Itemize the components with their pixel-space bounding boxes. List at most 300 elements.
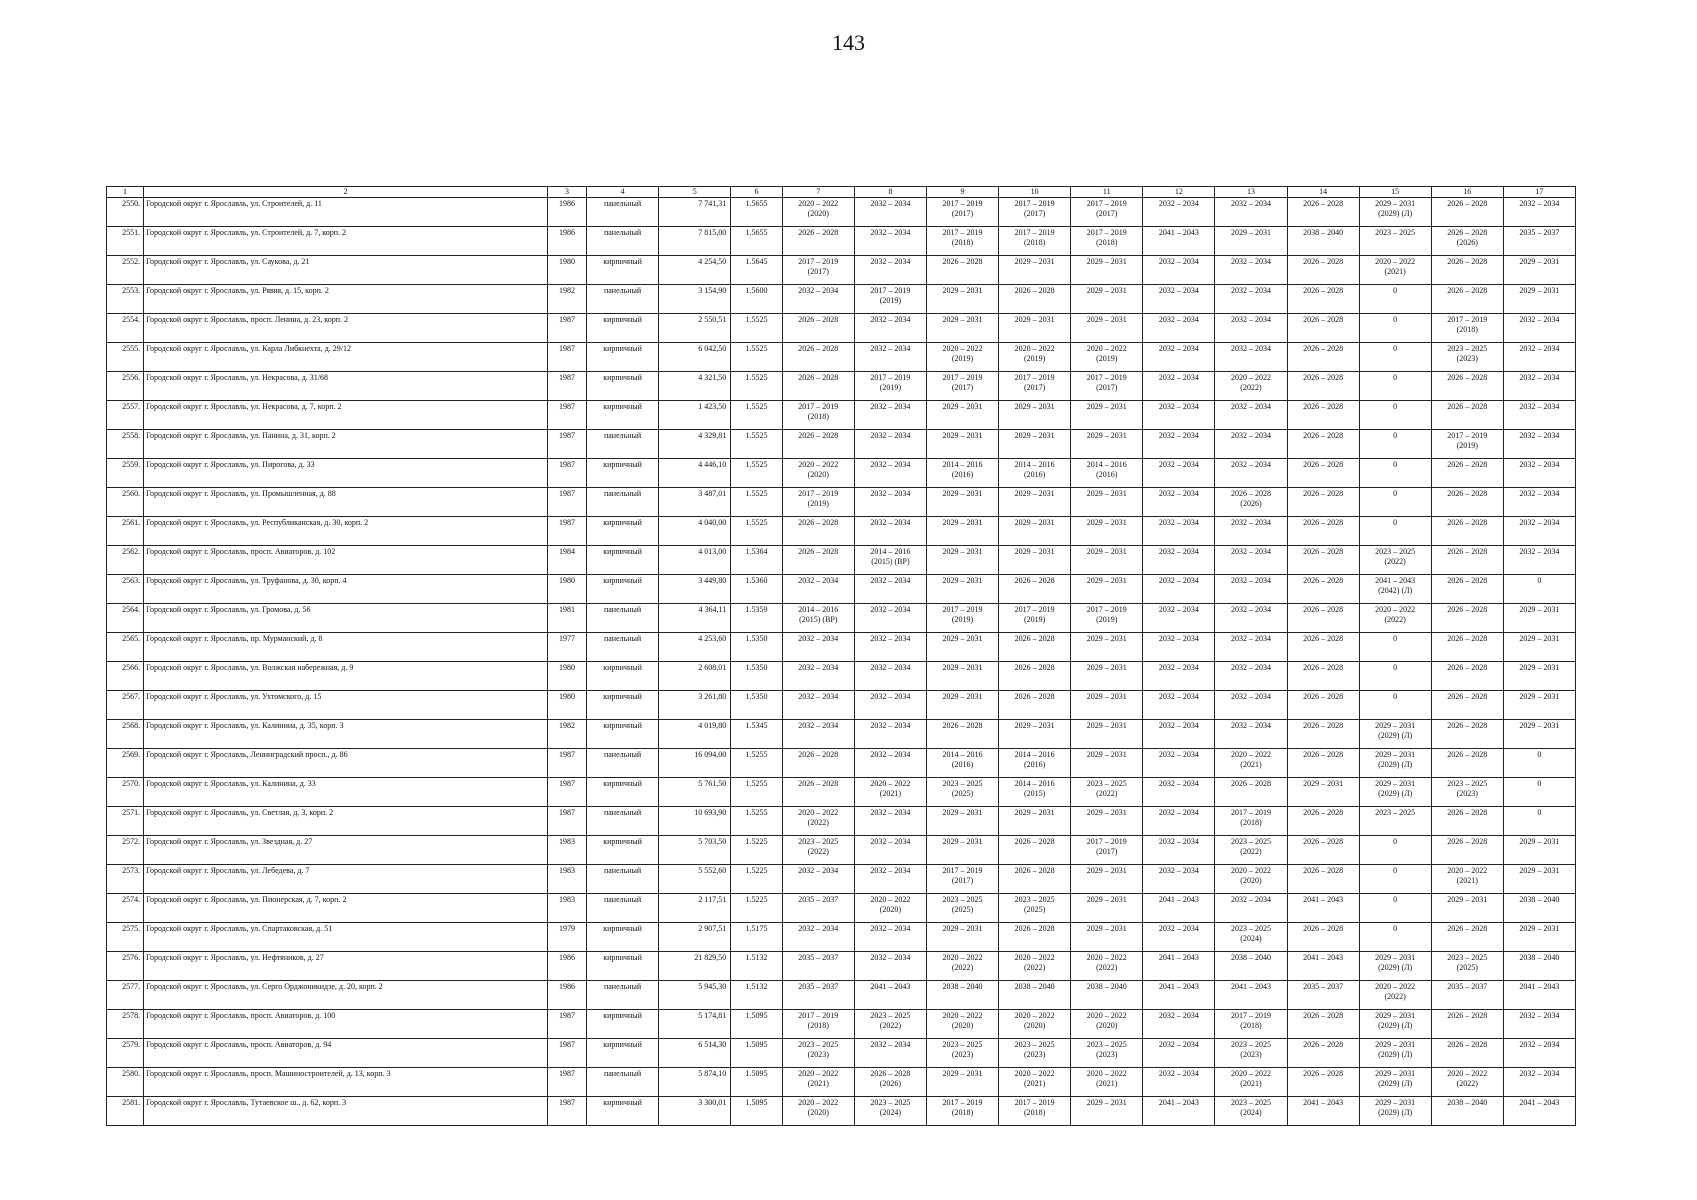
table-cell: 2029 – 2031 (1071, 720, 1143, 749)
table-cell: 2041 – 2043 (2042) (Л) (1359, 575, 1431, 604)
table-cell: 2026 – 2028 (1287, 285, 1359, 314)
table-cell: 2577. (107, 981, 144, 1010)
table-cell: 1.5095 (731, 1039, 783, 1068)
table-cell: 2026 – 2028 (1431, 372, 1503, 401)
table-cell: 2026 – 2028 (999, 662, 1071, 691)
table-cell: 2023 – 2025 (1359, 227, 1431, 256)
table-cell: Городской округ г. Ярославль, ул. Промышленная, д. 88 (144, 488, 548, 517)
table-cell: Городской округ г. Ярославль, ул. Ухтомского, д. 15 (144, 691, 548, 720)
table-cell: 0 (1359, 372, 1431, 401)
table-cell: 5 174,81 (659, 1010, 731, 1039)
table-cell: 2023 – 2025 (2024) (1215, 923, 1287, 952)
table-cell: 2017 – 2019 (2018) (1071, 227, 1143, 256)
page-number: 143 (832, 30, 865, 55)
table-cell: 0 (1359, 633, 1431, 662)
table-cell: 2026 – 2028 (1287, 633, 1359, 662)
column-number: 12 (1143, 187, 1215, 198)
table-cell: 2026 – 2028 (1431, 517, 1503, 546)
table-cell: 2032 – 2034 (1143, 401, 1215, 430)
table-cell: 21 829,50 (659, 952, 731, 981)
table-cell: 2029 – 2031 (2029) (Л) (1359, 720, 1431, 749)
table-cell: 2017 – 2019 (2018) (1431, 314, 1503, 343)
table-cell: 2026 – 2028 (1287, 314, 1359, 343)
table-cell: 2017 – 2019 (2019) (1431, 430, 1503, 459)
table-cell: 2029 – 2031 (2029) (Л) (1359, 1097, 1431, 1126)
table-cell: 2032 – 2034 (1215, 401, 1287, 430)
table-cell: 2029 – 2031 (1071, 517, 1143, 546)
table-cell: 2029 – 2031 (1503, 836, 1575, 865)
table-cell: 2566. (107, 662, 144, 691)
table-cell: 1982 (547, 720, 586, 749)
column-number: 7 (782, 187, 854, 198)
table-cell: 4 040,00 (659, 517, 731, 546)
table-cell: 2026 – 2028 (1287, 575, 1359, 604)
table-cell: 2029 – 2031 (1071, 662, 1143, 691)
table-cell: 2017 – 2019 (2017) (1071, 372, 1143, 401)
table-cell: 2032 – 2034 (1143, 836, 1215, 865)
table-cell: 2026 – 2028 (1287, 1010, 1359, 1039)
table-cell: 2020 – 2022 (2022) (1431, 1068, 1503, 1097)
table-cell: 1982 (547, 285, 586, 314)
table-cell: 2029 – 2031 (926, 517, 998, 546)
table-cell: 2029 – 2031 (2029) (Л) (1359, 778, 1431, 807)
table-row (107, 343, 1576, 372)
table-cell: 2 907,51 (659, 923, 731, 952)
table-cell: 2020 – 2022 (2019) (926, 343, 998, 372)
table-cell: 2026 – 2028 (1287, 343, 1359, 372)
table-cell: 2026 – 2028 (2026) (1215, 488, 1287, 517)
table-cell: 2029 – 2031 (1503, 633, 1575, 662)
table-cell: 2032 – 2034 (1503, 1039, 1575, 1068)
table-cell: 2017 – 2019 (2018) (999, 1097, 1071, 1126)
table-cell: 2026 – 2028 (1287, 198, 1359, 227)
table-cell: 2029 – 2031 (1503, 720, 1575, 749)
table-cell: 2032 – 2034 (854, 691, 926, 720)
table-cell: 4 446,10 (659, 459, 731, 488)
table-cell: 2032 – 2034 (1215, 517, 1287, 546)
table-cell: 2032 – 2034 (1215, 256, 1287, 285)
table-cell: Городской округ г. Ярославль, Тутаевское ш., д. 62, корп. 3 (144, 1097, 548, 1126)
table-cell: 1.5364 (731, 546, 783, 575)
table-cell: 2035 – 2037 (1287, 981, 1359, 1010)
table-cell: 1986 (547, 227, 586, 256)
table-cell: 2029 – 2031 (999, 720, 1071, 749)
table-cell: 2020 – 2022 (2021) (1215, 1068, 1287, 1097)
table-cell: 0 (1503, 749, 1575, 778)
table-cell: 1987 (547, 343, 586, 372)
table-cell: 2029 – 2031 (1215, 227, 1287, 256)
table-cell: 2026 – 2028 (999, 691, 1071, 720)
table-cell: 1979 (547, 923, 586, 952)
table-cell: 2026 – 2028 (1287, 662, 1359, 691)
table-cell: 2573. (107, 865, 144, 894)
table-cell: 2032 – 2034 (854, 401, 926, 430)
table-cell: 2032 – 2034 (854, 1039, 926, 1068)
table-cell: 2020 – 2022 (2022) (1215, 372, 1287, 401)
table-cell: 2029 – 2031 (2029) (Л) (1359, 1068, 1431, 1097)
table-cell: 2020 – 2022 (2021) (1431, 865, 1503, 894)
table-cell: 1.5255 (731, 749, 783, 778)
table-cell: 2032 – 2034 (854, 430, 926, 459)
table-cell: 2580. (107, 1068, 144, 1097)
table-cell: 2032 – 2034 (1143, 662, 1215, 691)
table-cell: 0 (1359, 517, 1431, 546)
table-cell: 2032 – 2034 (1215, 575, 1287, 604)
table-cell: 2029 – 2031 (999, 256, 1071, 285)
table-cell: кирпичный (587, 459, 659, 488)
table-cell: 2035 – 2037 (1503, 227, 1575, 256)
table-cell: 2551. (107, 227, 144, 256)
table-cell: Городской округ г. Ярославль, ул. Некрасова, д. 31/68 (144, 372, 548, 401)
table-cell: 2032 – 2034 (1503, 343, 1575, 372)
table-cell: 2029 – 2031 (1071, 749, 1143, 778)
table-cell: 2026 – 2028 (1431, 575, 1503, 604)
table-cell: 2020 – 2022 (2020) (782, 1097, 854, 1126)
table-cell: 2041 – 2043 (1143, 981, 1215, 1010)
table-cell: 2574. (107, 894, 144, 923)
table-cell: 2038 – 2040 (1503, 894, 1575, 923)
table-cell: 2017 – 2019 (2017) (782, 256, 854, 285)
table-cell: 1987 (547, 401, 586, 430)
table-cell: 2032 – 2034 (854, 923, 926, 952)
table-cell: 1.5225 (731, 865, 783, 894)
table-cell: 2032 – 2034 (782, 575, 854, 604)
table-cell: 2020 – 2022 (2021) (999, 1068, 1071, 1097)
table-cell: 1.5655 (731, 227, 783, 256)
table-cell: 2020 – 2022 (2020) (782, 459, 854, 488)
table-cell: Городской округ г. Ярославль, ул. Саукова, д. 21 (144, 256, 548, 285)
table-cell: 4 364,11 (659, 604, 731, 633)
table-cell: 2026 – 2028 (926, 720, 998, 749)
table-row (107, 894, 1576, 923)
table-row (107, 372, 1576, 401)
table-cell: кирпичный (587, 575, 659, 604)
table-cell: 2017 – 2019 (2019) (854, 372, 926, 401)
table-cell: кирпичный (587, 314, 659, 343)
table-cell: 2026 – 2028 (782, 546, 854, 575)
table-cell: 2020 – 2022 (2019) (999, 343, 1071, 372)
table-cell: кирпичный (587, 778, 659, 807)
table-cell: Городской округ г. Ярославль, ул. Пионерская, д. 7, корп. 2 (144, 894, 548, 923)
table-cell: 2023 – 2025 (2023) (1215, 1039, 1287, 1068)
table-cell: 2014 – 2016 (2016) (1071, 459, 1143, 488)
table-cell: 2026 – 2028 (1287, 517, 1359, 546)
table-row (107, 691, 1576, 720)
table-cell: кирпичный (587, 691, 659, 720)
table-row (107, 865, 1576, 894)
table-cell: 1 423,50 (659, 401, 731, 430)
table-cell: 2029 – 2031 (926, 691, 998, 720)
column-number: 4 (587, 187, 659, 198)
table-cell: 1987 (547, 488, 586, 517)
table-cell: 1983 (547, 894, 586, 923)
table-cell: 2026 – 2028 (782, 372, 854, 401)
table-cell: 2023 – 2025 (2025) (926, 894, 998, 923)
table-cell: 2032 – 2034 (1503, 314, 1575, 343)
table-cell: 2023 – 2025 (2024) (1215, 1097, 1287, 1126)
table-cell: 2032 – 2034 (854, 256, 926, 285)
table-cell: 2020 – 2022 (2021) (1359, 256, 1431, 285)
table-cell: 2557. (107, 401, 144, 430)
table-cell: 2017 – 2019 (2018) (782, 1010, 854, 1039)
table-cell: 2017 – 2019 (2017) (999, 198, 1071, 227)
table-cell: 2023 – 2025 (2023) (999, 1039, 1071, 1068)
table-cell: 2032 – 2034 (1503, 1010, 1575, 1039)
table-cell: 2032 – 2034 (1503, 517, 1575, 546)
table-cell: 2029 – 2031 (1071, 691, 1143, 720)
table-cell: 2020 – 2022 (2020) (1215, 865, 1287, 894)
table-cell: 1987 (547, 1097, 586, 1126)
table-cell: 2026 – 2028 (1431, 1010, 1503, 1039)
table-cell: 2032 – 2034 (1215, 604, 1287, 633)
table-cell: 2026 – 2028 (1431, 285, 1503, 314)
table-cell: 3 449,80 (659, 575, 731, 604)
table-cell: 2017 – 2019 (2017) (1071, 198, 1143, 227)
table-cell: 2020 – 2022 (2021) (854, 778, 926, 807)
table-cell: 2567. (107, 691, 144, 720)
table-row (107, 575, 1576, 604)
table-cell: 2026 – 2028 (1431, 459, 1503, 488)
table-cell: 2026 – 2028 (2026) (854, 1068, 926, 1097)
table-cell: 2017 – 2019 (2018) (1215, 1010, 1287, 1039)
table-cell: 1.5600 (731, 285, 783, 314)
table-cell: 2026 – 2028 (999, 836, 1071, 865)
table-cell: 16 094,00 (659, 749, 731, 778)
table-cell: 1987 (547, 1010, 586, 1039)
table-cell: Городской округ г. Ярославль, ул. Громова, д. 56 (144, 604, 548, 633)
column-number: 5 (659, 187, 731, 198)
table-cell: 2571. (107, 807, 144, 836)
table-row (107, 1039, 1576, 1068)
table-cell: 2029 – 2031 (2029) (Л) (1359, 1010, 1431, 1039)
table-cell: панельный (587, 807, 659, 836)
table-cell: кирпичный (587, 662, 659, 691)
table-cell: 2029 – 2031 (1071, 285, 1143, 314)
column-number: 17 (1503, 187, 1575, 198)
table-cell: 2017 – 2019 (2017) (926, 372, 998, 401)
table-cell: 2026 – 2028 (1287, 459, 1359, 488)
table-cell: 2 117,51 (659, 894, 731, 923)
table-cell: Городской округ г. Ярославль, ул. Строителей, д. 11 (144, 198, 548, 227)
table-cell: 3 154,90 (659, 285, 731, 314)
table-cell: 2014 – 2016 (2015) (999, 778, 1071, 807)
table-cell: 0 (1359, 836, 1431, 865)
table-cell: 2035 – 2037 (782, 981, 854, 1010)
table-cell: 2026 – 2028 (1431, 836, 1503, 865)
table-cell: 2029 – 2031 (999, 401, 1071, 430)
table-cell: 2026 – 2028 (782, 778, 854, 807)
table-cell: 2026 – 2028 (1431, 691, 1503, 720)
table-cell: 2026 – 2028 (999, 633, 1071, 662)
table-cell: 2029 – 2031 (1071, 401, 1143, 430)
table-cell: 0 (1359, 285, 1431, 314)
table-cell: панельный (587, 285, 659, 314)
table-cell: 2026 – 2028 (1287, 401, 1359, 430)
table-cell: кирпичный (587, 343, 659, 372)
table-cell: Городской округ г. Ярославль, ул. Рявяя, д. 15, корп. 2 (144, 285, 548, 314)
table-cell: 2041 – 2043 (1215, 981, 1287, 1010)
table-cell: 2032 – 2034 (854, 227, 926, 256)
table-cell: 2032 – 2034 (1143, 575, 1215, 604)
table-cell: 2032 – 2034 (854, 633, 926, 662)
table-cell: 2023 – 2025 (2023) (926, 1039, 998, 1068)
table-cell: 2564. (107, 604, 144, 633)
table-cell: 1986 (547, 952, 586, 981)
table-cell: 5 703,50 (659, 836, 731, 865)
table-cell: панельный (587, 604, 659, 633)
table-cell: 2029 – 2031 (2029) (Л) (1359, 198, 1431, 227)
table-cell: Городской округ г. Ярославль, пр. Мурманский, д. 8 (144, 633, 548, 662)
table-cell: 2029 – 2031 (999, 488, 1071, 517)
table-cell: 2035 – 2037 (782, 952, 854, 981)
table-cell: 2561. (107, 517, 144, 546)
table-cell: 0 (1359, 865, 1431, 894)
table-cell: 2554. (107, 314, 144, 343)
table-cell: 1.5655 (731, 198, 783, 227)
table-cell: 1984 (547, 546, 586, 575)
table-cell: 2032 – 2034 (1503, 372, 1575, 401)
table-cell: 2014 – 2016 (2016) (926, 749, 998, 778)
table-cell: 2032 – 2034 (854, 865, 926, 894)
table-cell: 2038 – 2040 (1071, 981, 1143, 1010)
table-cell: 4 013,00 (659, 546, 731, 575)
table-cell: 2038 – 2040 (1215, 952, 1287, 981)
table-cell: 2026 – 2028 (999, 575, 1071, 604)
table-cell: 2032 – 2034 (1143, 314, 1215, 343)
table-cell: 2032 – 2034 (1143, 256, 1215, 285)
table-cell: 2029 – 2031 (926, 401, 998, 430)
table-row (107, 285, 1576, 314)
table-cell: 2023 – 2025 (2023) (1431, 343, 1503, 372)
table-cell: 2032 – 2034 (854, 662, 926, 691)
table-cell: 2041 – 2043 (1143, 1097, 1215, 1126)
table-cell: 2550. (107, 198, 144, 227)
table-cell: 2041 – 2043 (1287, 894, 1359, 923)
table-cell: 2026 – 2028 (1431, 807, 1503, 836)
table-cell: 2029 – 2031 (926, 662, 998, 691)
column-number: 13 (1215, 187, 1287, 198)
table-cell: 2026 – 2028 (782, 517, 854, 546)
table-cell: 2017 – 2019 (2018) (999, 227, 1071, 256)
table-cell: 2023 – 2025 (2023) (782, 1039, 854, 1068)
column-number: 3 (547, 187, 586, 198)
table-cell: 2029 – 2031 (926, 488, 998, 517)
table-cell: 2029 – 2031 (1071, 807, 1143, 836)
table-cell: 2026 – 2028 (1287, 430, 1359, 459)
table-row (107, 1097, 1576, 1126)
table-cell: кирпичный (587, 256, 659, 285)
table-cell: 2032 – 2034 (1503, 546, 1575, 575)
table-cell: 2029 – 2031 (926, 807, 998, 836)
table-cell: 2023 – 2025 (1359, 807, 1431, 836)
table-cell: 2026 – 2028 (1431, 546, 1503, 575)
table-cell: 2032 – 2034 (1143, 720, 1215, 749)
table-cell: 2020 – 2022 (2022) (1071, 952, 1143, 981)
table-row (107, 720, 1576, 749)
table-cell: 2026 – 2028 (782, 314, 854, 343)
table-cell: 2026 – 2028 (1287, 1039, 1359, 1068)
table-cell: 2026 – 2028 (1431, 1039, 1503, 1068)
table-cell: 2029 – 2031 (1071, 865, 1143, 894)
table-cell: 2032 – 2034 (1143, 459, 1215, 488)
table-cell: 2026 – 2028 (1431, 488, 1503, 517)
table-cell: 2032 – 2034 (1503, 401, 1575, 430)
table-cell: 2020 – 2022 (2021) (1215, 749, 1287, 778)
table-cell: 2029 – 2031 (926, 836, 998, 865)
table-row (107, 778, 1576, 807)
table-cell: 2017 – 2019 (2019) (782, 488, 854, 517)
table-cell: 2032 – 2034 (1215, 662, 1287, 691)
table-row (107, 749, 1576, 778)
table-cell: 2029 – 2031 (1071, 430, 1143, 459)
table-cell: 2032 – 2034 (1143, 1010, 1215, 1039)
table-cell: Городской округ г. Ярославль, ул. Звездная, д. 27 (144, 836, 548, 865)
table-cell: 2020 – 2022 (2020) (782, 198, 854, 227)
table-cell: 5 552,60 (659, 865, 731, 894)
table-cell: 2568. (107, 720, 144, 749)
table-cell: 2029 – 2031 (999, 807, 1071, 836)
table-cell: 2565. (107, 633, 144, 662)
table-cell: 4 254,50 (659, 256, 731, 285)
table-row (107, 1010, 1576, 1039)
table-cell: 3 487,01 (659, 488, 731, 517)
table-cell: 0 (1359, 430, 1431, 459)
table-cell: 2032 – 2034 (1503, 488, 1575, 517)
table-cell: 1.5525 (731, 517, 783, 546)
table-cell: Городской округ г. Ярославль, ул. Светлая, д. 3, корп. 2 (144, 807, 548, 836)
table-cell: 2026 – 2028 (1287, 836, 1359, 865)
table-row (107, 198, 1576, 227)
table-cell: 2032 – 2034 (1143, 546, 1215, 575)
table-cell: 2578. (107, 1010, 144, 1039)
table-cell: 2020 – 2022 (2022) (782, 807, 854, 836)
table-cell: 2558. (107, 430, 144, 459)
table-cell: 2029 – 2031 (926, 285, 998, 314)
table-cell: панельный (587, 894, 659, 923)
column-number: 6 (731, 187, 783, 198)
table-cell: 2560. (107, 488, 144, 517)
table-cell: 0 (1359, 459, 1431, 488)
table-cell: 2026 – 2028 (1431, 198, 1503, 227)
table-cell: 2020 – 2022 (2021) (782, 1068, 854, 1097)
table-cell: 2029 – 2031 (1071, 923, 1143, 952)
table-row (107, 256, 1576, 285)
table-cell: 2023 – 2025 (2022) (1215, 836, 1287, 865)
table-cell: 3 261,80 (659, 691, 731, 720)
table-cell: 2026 – 2028 (1215, 778, 1287, 807)
table-cell: 2032 – 2034 (854, 488, 926, 517)
table-row (107, 807, 1576, 836)
table-cell: 1987 (547, 517, 586, 546)
table-row (107, 923, 1576, 952)
table-cell: 2555. (107, 343, 144, 372)
table-cell: 1.5175 (731, 923, 783, 952)
table-cell: 2020 – 2022 (2022) (1359, 981, 1431, 1010)
table-cell: 1.5359 (731, 604, 783, 633)
table-cell: 2014 – 2016 (2015) (ВР) (782, 604, 854, 633)
table-cell: 2035 – 2037 (782, 894, 854, 923)
table-cell: 2029 – 2031 (1071, 256, 1143, 285)
table-cell: 1987 (547, 430, 586, 459)
table-cell: 2035 – 2037 (1431, 981, 1503, 1010)
table-row (107, 952, 1576, 981)
table-cell: 2017 – 2019 (2017) (999, 372, 1071, 401)
table-cell: 2020 – 2022 (2020) (999, 1010, 1071, 1039)
table-cell: 2026 – 2028 (1287, 691, 1359, 720)
table-cell: 0 (1359, 314, 1431, 343)
table-cell: 2575. (107, 923, 144, 952)
table-row (107, 1068, 1576, 1097)
